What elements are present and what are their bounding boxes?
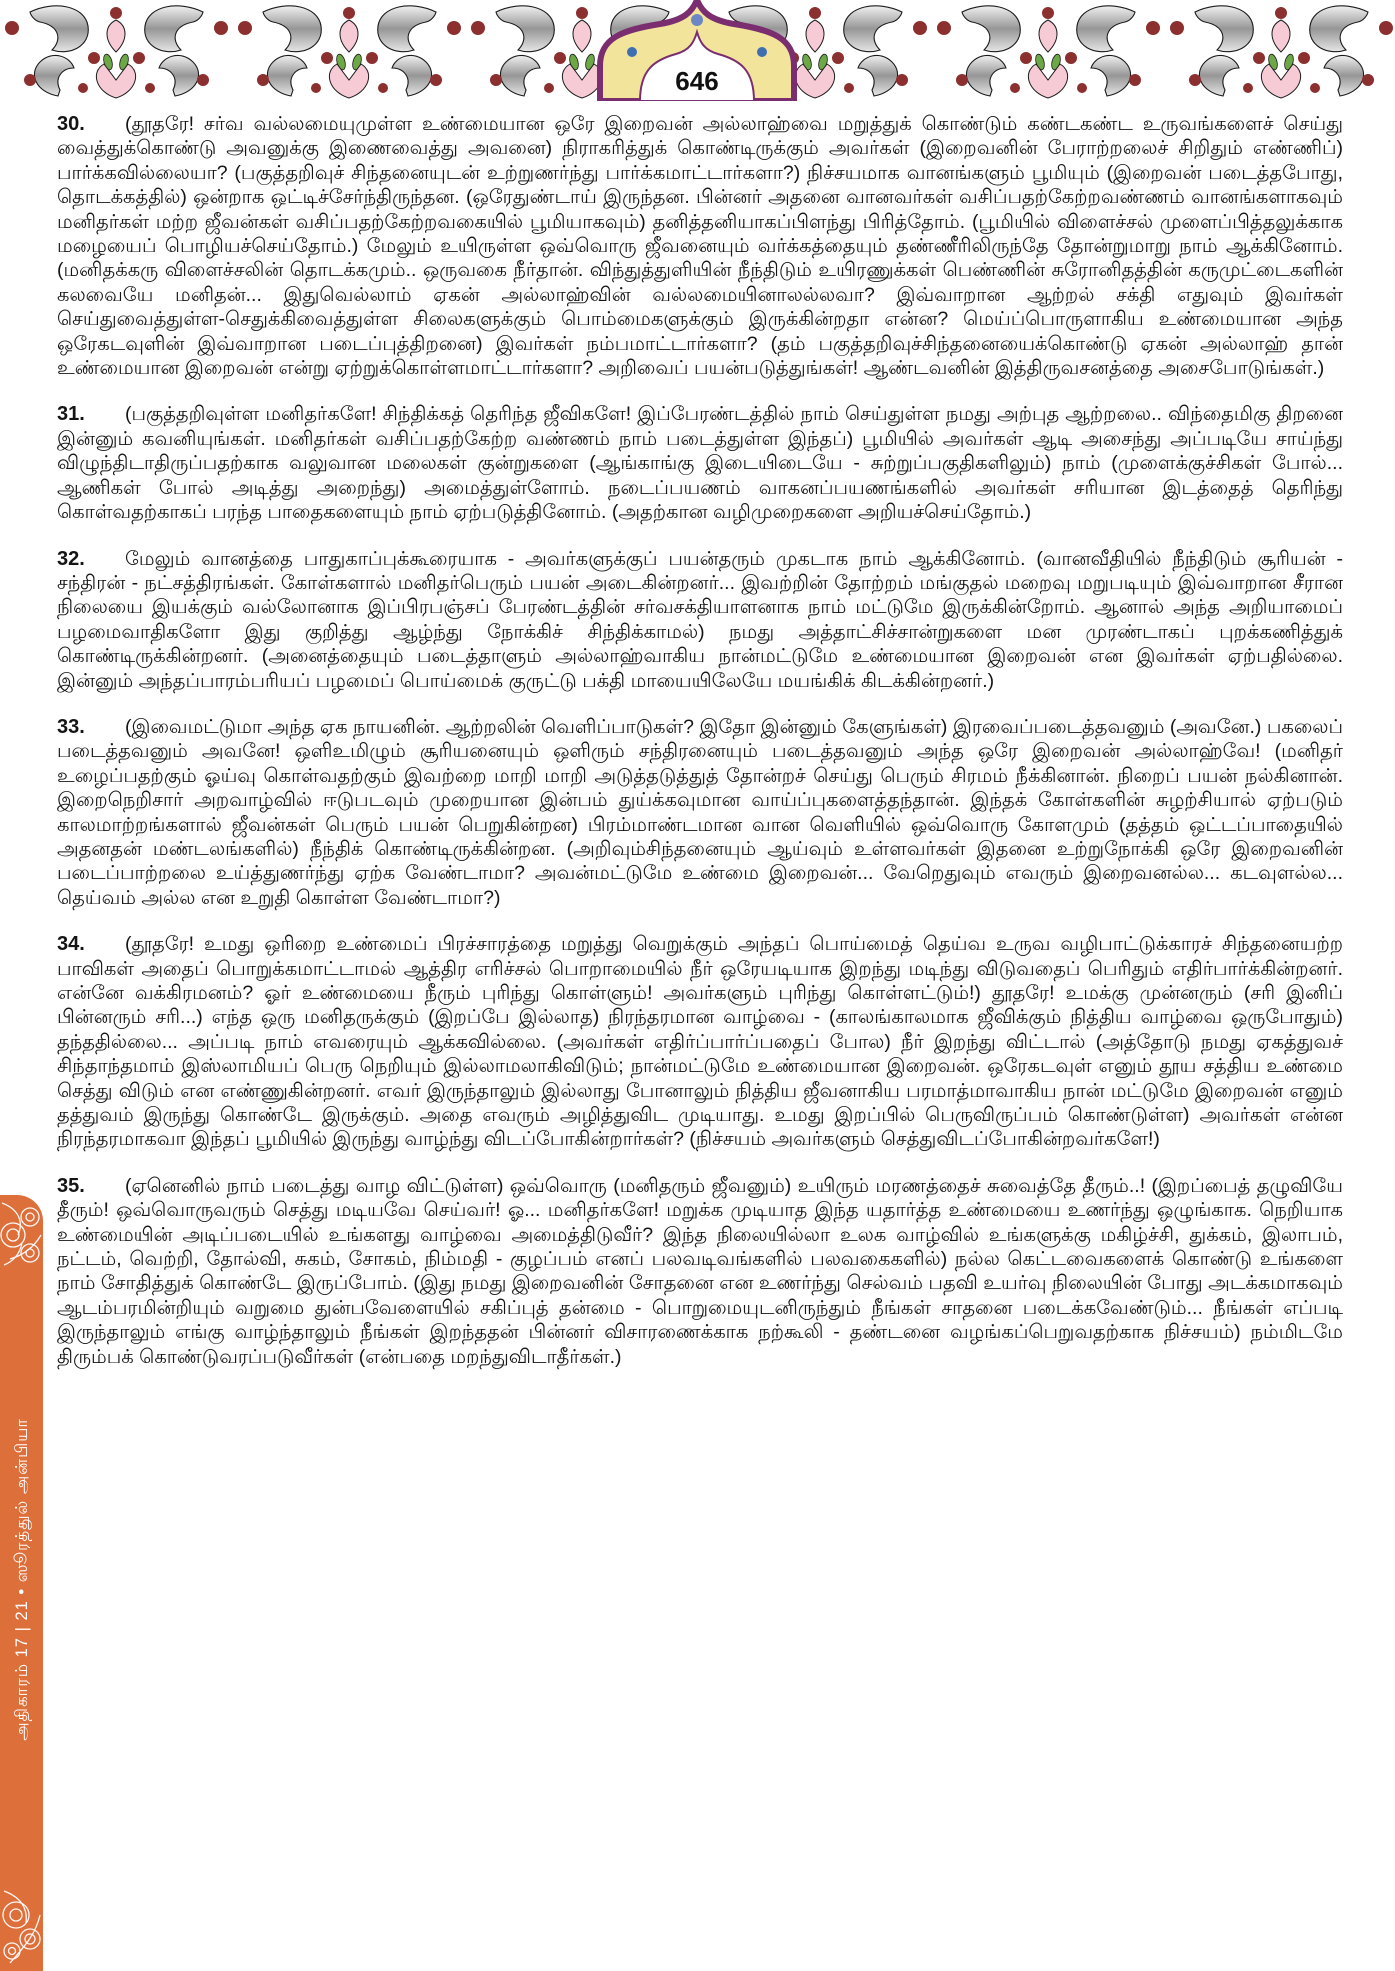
verse-text: (இவைமட்டுமா அந்த ஏக நாயனின். ஆற்றலின் வெளிப்பாடுகள்? இதோ இன்னும் கேளுங்கள்) இரவைப்படைத்தவனும் (அவனே.) பகலைப் படைத்தவனும் அவனே! ஒளிஉமிழும் சூரியனையும் ஒளிரும் சந்திரனையும் படைத்தவனும் அந்த ஒரே இறைவன் அல்லாஹ்வே! (மனிதர் உழைப்பதற்கும் ஓய்வு கொள்வதற்கும் இவற்றை மாறி மாறி அடுத்தடுத்துத் தோன்றச் செய்து பெரும் சிரமம் நீக்கினான். நிறைப் பயன் நல்கினான். இறைநெறிசார் அறவாழ்வில் ஈடுபடவும் முறையான இன்பம் துய்க்கவுமான வாய்ப்புகளைத்தந்தான். இந்தக் கோள்களின் சுழற்சியால் ஏற்படும் காலமாற்றங்களால் ஜீவன்கள் பெரும் பயன் பெறுகின்றன) பிரம்மாண்டமான வான வெளியில் ஒவ்வொரு கோளமும் (தத்தம் ஒட்டப்பாதையில் அதனதன் மண்டலங்களில்) நீந்திக் கொண்டிருக்கின்றன. (அறிவும்சிந்தனையும் ஆய்வும் உள்ளவர்கள் இதனை உற்றுநோக்கி ஒரே இறைவனின் படைப்பாற்றலை உய்த்துணர்ந்து ஏற்க வேண்டாமா? அவன்மட்டுமே உண்மை இறைவன்... வேறெதுவும் எவரும் இறைவனல்ல... கடவுளல்ல... தெய்வம் அல்ல என உறுதி கொள்ள வேண்டாமா?): [57, 715, 1343, 909]
verse-paragraph: [57, 402, 1343, 524]
filigree-ornament-icon: [0, 1195, 43, 1273]
chapter-ribbon: [0, 1195, 43, 1971]
verse-text: (பகுத்தறிவுள்ள மனிதர்களே! சிந்திக்கத் தெரிந்த ஜீவிகளே! இப்பேரண்டத்தில் நாம் செய்துள்ள நமது அற்புத ஆற்றலை.. விந்தைமிகு திறனை இன்னும் கவனியுங்கள். மனிதர்கள் வசிப்பதற்கேற்ற வண்ணம் நாம் படைத்துள்ள இந்தப்) பூமியில் அவர்கள் ஆடி அசைந்து அப்படியே சாய்ந்து விழுந்திடாதிருப்பதற்காக வலுவான மலைகள் குன்றுகளை (ஆங்காங்கு இடையிடையே - சுற்றுப்பகுதிகளிலும்) நாம் (முளைக்குச்சிகள் போல்... ஆணிகள் போல் அடித்து அறைந்து) அமைத்துள்ளோம். நடைப்பயணம் வாகனப்பயணங்களில் அவர்கள் சரியான இடத்தைத் தெரிந்து கொள்வதற்காகப் பரந்த பாதைகளையும் நாம் ஏற்படுத்தினோம். (அதற்கான வழிமுறைகளை அறியச்செய்தோம்.): [57, 403, 1343, 524]
chapter-ribbon-label: அதிகாரம் 17 | 21 • ஸூரத்துல் அன்பியா: [12, 1417, 31, 1741]
verse-paragraph: [57, 547, 1343, 693]
floral-border-icon: [0, 0, 1395, 101]
verse-number: 32.: [57, 547, 85, 570]
verse-text-area: [57, 112, 1343, 1391]
verse-number: 34.: [57, 933, 85, 956]
verse-paragraph: [57, 112, 1343, 380]
verse-paragraph: [57, 715, 1343, 910]
ornamental-top-border: [0, 0, 1395, 101]
verse-text: மேலும் வானத்தை பாதுகாப்புக்கூரையாக - அவர்களுக்குப் பயன்தரும் முகடாக நாம் ஆக்கினோம். (வானவீதியில் நீந்திடும் சூரியன் - சந்திரன் - நட்சத்திரங்கள். கோள்களால் மனிதர்பெரும் பயன் அடைகின்றனர்... இவற்றின் தோற்றம் மங்குதல் மறைவு மறுபடியும் இவ்வாறான சீரான நிலையை இயக்கும் வல்லோனாக இப்பிரபஞ்சப் பேரண்டத்தின் சர்வசக்தியாளனாக நாம் மட்டுமே இருக்கின்றோம். ஆனால் அந்த அறியாமைப் பழமைவாதிகளோ இது குறித்து ஆழ்ந்து நோக்கிச் சிந்திக்காமல்) நமது அத்தாட்சிச்சான்றுகளை மன முரண்டாகப் புறக்கணித்துக் கொண்டிருக்கின்றனர். (அனைத்தையும் படைத்தாளும் அல்லாஹ்வாகிய நான்மட்டுமே உண்மையான இறைவன் என இவர்கள் ஏற்பதில்லை. இன்னும் அந்தப்பாரம்பரியப் பழமைப் பொய்மைக் குருட்டு பக்தி மாயையிலேயே மயங்கிக் கிடக்கின்றனர்.): [57, 547, 1343, 692]
verse-number: 33.: [57, 715, 85, 738]
verse-text: (தூதரே! உமது ஒரிறை உண்மைப் பிரச்சாரத்தை மறுத்து வெறுக்கும் அந்தப் பொய்மைத் தெய்வ உருவ வழிபாட்டுக்காரச் சிந்தனையற்ற பாவிகள் அதைப் பொறுக்கமாட்டாமல் ஆத்திர எரிச்சல் பொறாமையில் நீர் ஒரேயடியாக இறந்து மடிந்து விடுவதைப் பெரிதும் எதிர்பார்க்கின்றனர். என்னே வக்கிரமனம்? ஓர் உண்மையை நீரும் புரிந்து கொள்ளும்! அவர்களும் புரிந்து கொள்ளட்டும்!) தூதரே! உமக்கு முன்னரும் (சரி இனிப் பின்னரும் சரி...) எந்த ஒரு மனிதருக்கும் (இறப்பே இல்லாத) நிரந்தரமான வாழ்வை - (காலங்காலமாக ஜீவிக்கும் நித்திய வாழ்வை ஒருபோதும்) தந்ததில்லை... அப்படி நாம் எவரையும் ஆக்கவில்லை. (அவர்கள் எதிர்ப்பார்ப்பதைப் போல) நீர் இறந்து விட்டால் (அத்தோடு நமது ஏகத்துவச் சிந்தாந்தமாம் இஸ்லாமியப் பெரு நெறியும் இல்லாமலாகிவிடும்; நான்மட்டுமே உண்மையான இறைவன். ஒரேகடவுள் எனும் தூய சத்திய உண்மை செத்து விடும் என எண்ணுகின்றனர். எவர் இருந்தாலும் இல்லாது போனாலும் நித்திய ஜீவனாகிய பரமாத்மாவாகிய நான் மட்டுமே இறைவன் எனும் தத்துவம் இருந்து கொண்டே இருக்கும். அதை எவரும் அழித்துவிட முடியாது. உமது இறப்பில் பெருவிருப்பம் கொண்டுள்ள) அவர்கள் என்ன நிரந்தரமாகவா இந்தப் பூமியில் இருந்து வாழ்ந்து விடப்போகின்றார்கள்? (நிச்சயம் அவர்களும் செத்துவிடப்போகின்றவர்களே!): [57, 933, 1343, 1151]
filigree-ornament-icon: [0, 1885, 43, 1971]
page-number: 646: [675, 66, 719, 96]
verse-text: (ஏனெனில் நாம் படைத்து வாழ விட்டுள்ள) ஒவ்வொரு (மனிதரும் ஜீவனும்) உயிரும் மரணத்தைச் சுவைத்தே தீரும்..! (இறப்பைத் தழுவியே தீரும்! ஒவ்வொருவரும் செத்து மடியவே செய்வர்! ஓ... மனிதர்களே! மறுக்க முடியாத இந்த யதார்த்த உண்மையை உணர்ந்து ஒழுங்காக. நெறியாக உண்மையின் அடிப்படையில் உங்களது வாழ்வை அமைத்திடுவீர்? இந்த நிலையில்லா உலக வாழ்வில் உங்களுக்கு மகிழ்ச்சி, துக்கம், இலாபம், நட்டம், வெற்றி, தோல்வி, சுகம், சோகம், நிம்மதி - குழப்பம் எனப் பலவடிவங்களில் பலவகைகளில்) நல்ல கெட்டவைகளைக் கொண்டு உங்களை நாம் சோதித்துக் கொண்டே இருப்போம். (இது நமது இறைவனின் சோதனை என உணர்ந்து செல்வம் பதவி உயர்வு நிலையின் போது அடக்கமாகவும் ஆடம்பரமின்றியும் வறுமை துன்பவேளையில் சகிப்புத் தன்மை - பொறுமையுடனிருந்தும் நீங்கள் சாதனை படைக்கவேண்டும்... நீங்கள் எப்படி இருந்தாலும் எங்கு வாழ்ந்தாலும் நீங்கள் இறந்ததன் பின்னர் விசாரணைக்காக நற்கூலி - தண்டனை வழங்கப்பெறுவதற்காக நிச்சயம்) நம்மிடமே திரும்பக் கொண்டுவரப்படுவீர்கள் (என்பதை மறந்துவிடாதீர்கள்.): [57, 1174, 1344, 1368]
verse-paragraph: [57, 1174, 1343, 1369]
verse-number: 30.: [57, 113, 85, 135]
verse-number: 31.: [57, 403, 85, 426]
verse-paragraph: [57, 932, 1343, 1152]
verse-number: 35.: [57, 1174, 85, 1197]
verse-text: (தூதரே! சர்வ வல்லமையுமுள்ள உண்மையான ஒரே இறைவன் அல்லாஹ்வை மறுத்துக் கொண்டும் கண்டகண்ட உருவங்களைச் செய்து வைத்துக்கொண்டு அவனுக்கு இணைவைத்து அவனை) நிராகரித்துக் கொண்டிருக்கும் அவர்கள் (இறைவனின் பேராற்றலைச் சிறிதும் எண்ணிப்) பார்க்கவில்லையா? (பகுத்தறிவுச் சிந்தனையுடன் உற்றுணர்ந்து பார்க்கமாட்டார்களா?) நிச்சயமாக வானங்களும் பூமியும் (இறைவன் படைத்தபோது, தொடக்கத்தில்) ஒன்றாக ஒட்டிச்சேர்ந்திருந்தன. (ஒரேதுண்டாய் இருந்தன. பின்னர் அதனை வானவர்கள் வசிப்பதற்கேற்றவண்ணம் வானங்களாகவும் மனிதர்கள் மற்ற ஜீவன்கள் வசிப்பதற்கேற்றவகையில் பூமியாகவும்) தனித்தனியாகப்பிளந்து பிரித்தோம். (பூமியில் விளைச்சல் முளைப்பித்தலுக்காக மழையைப் பொழியச்செய்தோம்.) மேலும் உயிருள்ள ஒவ்வொரு ஜீவனையும் வர்க்கத்தையும் தண்ணீரிலிருந்தே தோன்றுமாறு நாம் ஆக்கினோம். (மனிதக்கரு விளைச்சலின் தொடக்கமும்.. ஒருவகை நீர்தான். விந்துத்துளியின் நீந்திடும் உயிரணுக்கள் பெண்ணின் சுரோனிதத்தின் கருமுட்டைகளின் கலவையே மனிதன்... இதுவெல்லாம் ஏகன் அல்லாஹ்வின் வல்லமையினாலல்லவா? இவ்வாறான ஆற்றல் சக்தி எதுவும் இவர்கள் செய்துவைத்துள்ள-செதுக்கிவைத்துள்ள சிலைகளுக்கும் பொம்மைகளுக்கும் இருக்கின்றதா என்ன? மெய்ப்பொருளாகிய உண்மையான அந்த ஒரேகடவுளின் இவ்வாறான படைப்புத்திறனை) இவர்கள் நம்பமாட்டார்களா? (தம் பகுத்தறிவுச்சிந்தனையைக்கொண்டு ஏகன் அல்லாஹ் தான் உண்மையான இறைவன் என்று ஏற்றுக்கொள்ளமாட்டார்களா? அறிவைப் பயன்படுத்துங்கள்! ஆண்டவனின் இத்திருவசனத்தை அசைபோடுங்கள்.): [57, 113, 1343, 380]
